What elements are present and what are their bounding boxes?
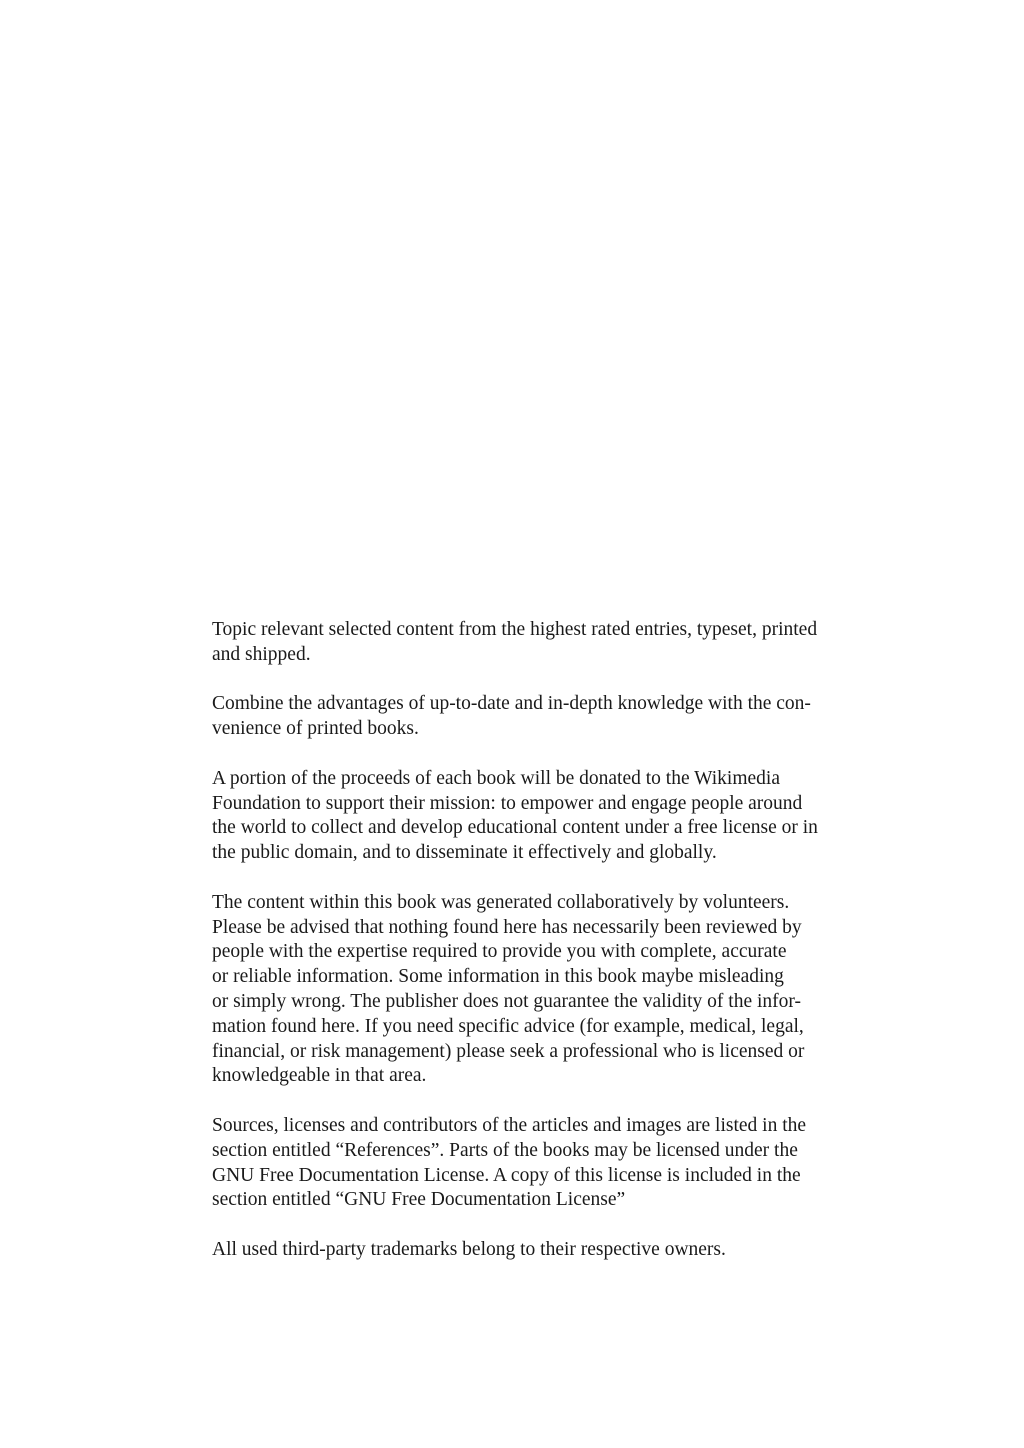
text-line: GNU Free Documentation License. A copy of this license is included in the	[212, 1164, 801, 1186]
paragraph-donation	[212, 767, 862, 866]
imprint-text-block	[212, 618, 862, 1288]
text-line: Please be advised that nothing found here has necessarily been reviewed by	[212, 916, 802, 938]
text-line: financial, or risk management) please seek a professional who is licensed or	[212, 1040, 805, 1062]
text-line: the public domain, and to disseminate it effectively and globally.	[212, 842, 717, 864]
text-line: knowledgeable in that area.	[212, 1065, 427, 1087]
paragraph-trademarks	[212, 1238, 862, 1263]
text-line: venience of printed books.	[212, 718, 419, 740]
paragraph-sources	[212, 1114, 862, 1213]
text-line: The content within this book was generated collaboratively by volunteers.	[212, 891, 790, 913]
text-line: or reliable information. Some information in this book maybe misleading	[212, 966, 784, 988]
text-line: section entitled “GNU Free Documentation License”	[212, 1189, 626, 1211]
text-line: or simply wrong. The publisher does not guarantee the validity of the infor-	[212, 990, 801, 1012]
text-line: Topic relevant selected content from the highest rated entries, typeset, printed	[212, 619, 818, 640]
text-line: Combine the advantages of up-to-date and in-depth knowledge with the con-	[212, 693, 811, 715]
text-line: and shipped.	[212, 643, 311, 665]
text-line: the world to collect and develop educational content under a free license or in	[212, 817, 818, 839]
paragraph-advantages	[212, 692, 862, 742]
text-line: mation found here. If you need specific advice (for example, medical, legal,	[212, 1015, 804, 1037]
text-line: Foundation to support their mission: to empower and engage people around	[212, 792, 803, 814]
paragraph-disclaimer	[212, 891, 862, 1089]
text-line: section entitled “References”. Parts of the books may be licensed under the	[212, 1139, 798, 1161]
text-line: people with the expertise required to provide you with complete, accurate	[212, 941, 787, 963]
text-line: Sources, licenses and contributors of the articles and images are listed in the	[212, 1114, 807, 1136]
text-line: A portion of the proceeds of each book will be donated to the Wikimedia	[212, 767, 780, 789]
text-line: All used third-party trademarks belong to their respective owners.	[212, 1238, 726, 1260]
paragraph-intro	[212, 618, 862, 668]
